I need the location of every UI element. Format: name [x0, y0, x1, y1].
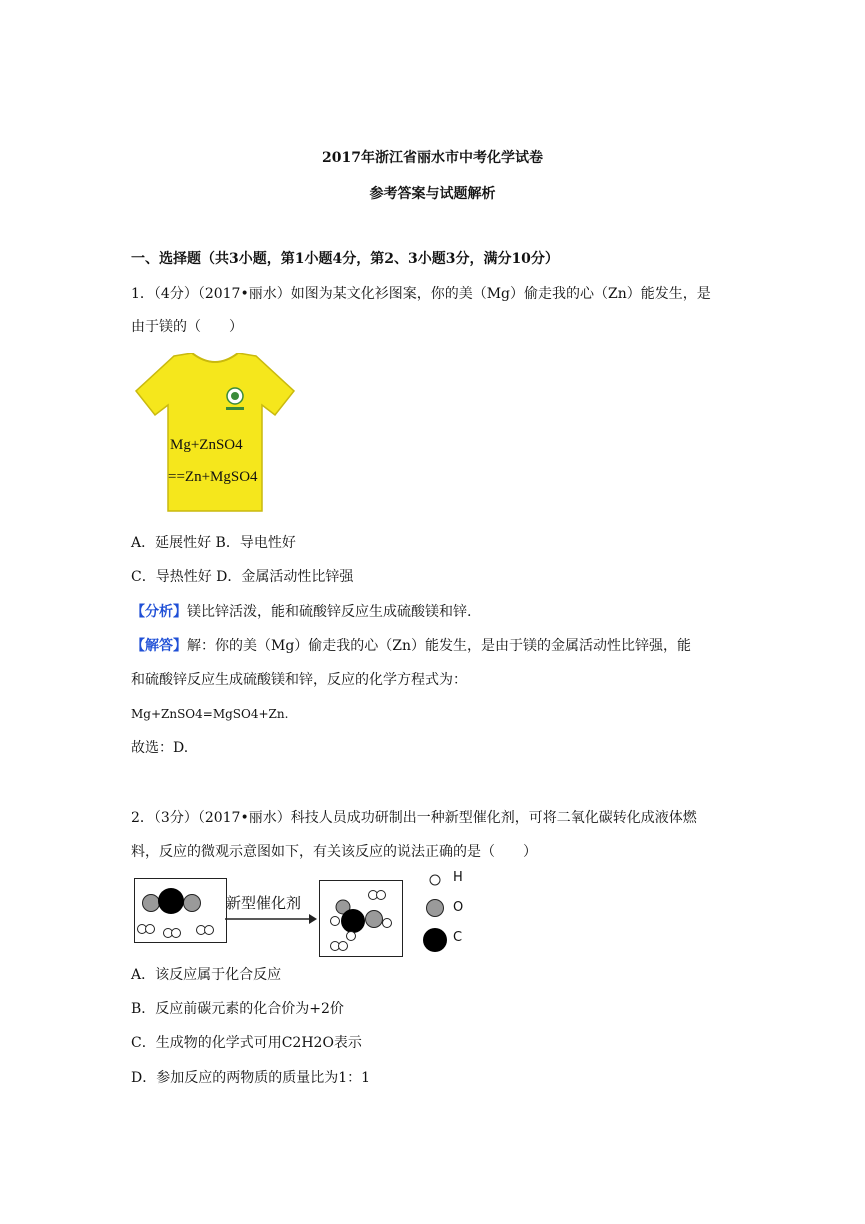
q1-answer-line2: 和硫酸锌反应生成硫酸镁和锌，反应的化学方程式为： [131, 672, 467, 688]
reactants-box [134, 878, 227, 943]
legend-icons [421, 868, 451, 958]
q1-options-line1: A．延展性好 B．导电性好 [131, 535, 296, 551]
answer-text-line1: 解：你的美（Mg）偷走我的心（Zn）能发生，是由于镁的金属活动性比锌强，能 [187, 638, 692, 654]
answer-tag: 【解答】 [131, 638, 187, 654]
q1-equation: Mg+ZnSO4=MgSO4+Zn. [131, 707, 289, 721]
products-box [319, 880, 403, 957]
q1-answer-line1 [131, 636, 691, 656]
document-subtitle: 参考答案与试题解析 [369, 186, 496, 202]
q2-option-c: C．生成物的化学式可用C2H2O表示 [131, 1035, 362, 1051]
q1-choice: 故选：D. [131, 740, 189, 756]
q2-stem-line1: 2．（3分）（2017•丽水）科技人员成功研制出一种新型催化剂，可将二氧化碳转化成液体燃 [131, 810, 697, 826]
analysis-text: 镁比锌活泼，能和硫酸锌反应生成硫酸镁和锌. [187, 604, 472, 620]
legend-c: C [453, 930, 463, 945]
q1-analysis [131, 602, 471, 622]
q2-option-a: A．该反应属于化合反应 [131, 967, 282, 983]
shirt-equation-line2: ==Zn+MgSO4 [168, 469, 258, 485]
catalyst-label: 新型催化剂 [226, 894, 302, 912]
q2-option-d: D．参加反应的两物质的质量比为1：1 [131, 1070, 371, 1086]
q2-stem-line2: 料，反应的微观示意图如下，有关该反应的说法正确的是（ ） [131, 844, 537, 860]
q1-stem-line2: 由于镁的（ ） [131, 319, 243, 335]
reaction-arrow-icon [225, 914, 317, 924]
tshirt-image [134, 353, 296, 513]
legend-o: O [453, 900, 464, 915]
shirt-equation-line1: Mg+ZnSO4 [170, 437, 243, 453]
legend-h: H [453, 870, 463, 885]
section-heading: 一、选择题（共3小题，第1小题4分，第2、3小题3分，满分10分） [131, 251, 559, 267]
q1-options-line2: C．导热性好 D．金属活动性比锌强 [131, 569, 354, 585]
analysis-tag: 【分析】 [131, 604, 187, 620]
document-title: 2017年浙江省丽水市中考化学试卷 [322, 150, 543, 166]
q2-option-b: B．反应前碳元素的化合价为+2价 [131, 1001, 344, 1017]
reaction-diagram [131, 868, 491, 958]
q1-stem-line1: 1．（4分）（2017•丽水）如图为某文化衫图案，你的美（Mg）偷走我的心（Zn）能发生，是 [131, 286, 711, 302]
